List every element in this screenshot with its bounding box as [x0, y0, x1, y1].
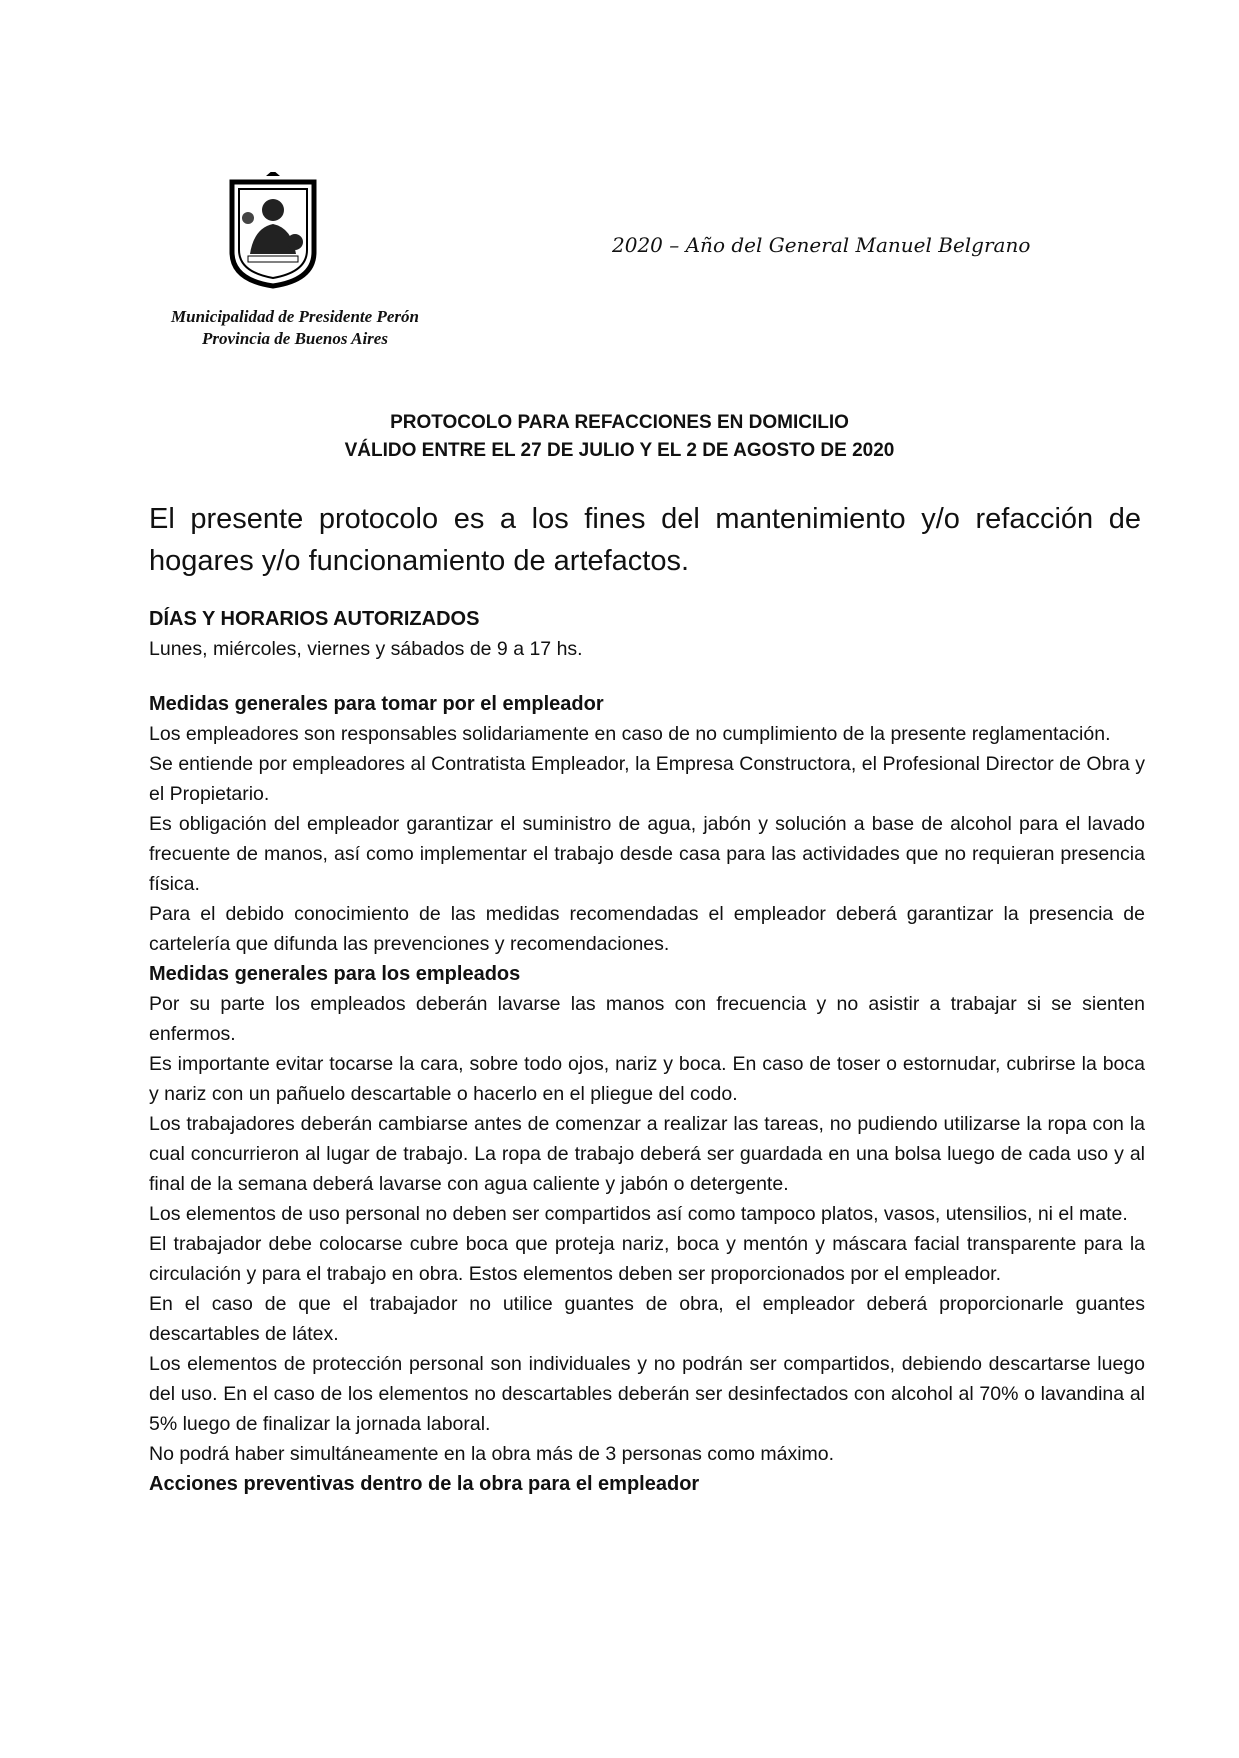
- employees-paragraph: No podrá haber simultáneamente en la obra más de 3 personas como máximo.: [149, 1443, 835, 1465]
- employees-paragraph: Los elementos de uso personal no deben ser compartidos así como tampoco platos, vasos, utensilios, ni el mate.: [149, 1203, 1128, 1225]
- document-body: [149, 604, 1145, 1499]
- employer-paragraph: Para el debido conocimiento de las medidas recomendadas el empleador deberá garantizar la presencia de cartelería que difunda las prevenciones y recomendaciones.: [149, 903, 1145, 955]
- schedule-text: Lunes, miércoles, viernes y sábados de 9 a 17 hs.: [149, 638, 583, 660]
- document-subtitle: VÁLIDO ENTRE EL 27 DE JULIO Y EL 2 DE AGOSTO DE 2020: [344, 440, 895, 461]
- schedule-heading: DÍAS Y HORARIOS AUTORIZADOS: [149, 608, 480, 630]
- employees-paragraph: El trabajador debe colocarse cubre boca que proteja nariz, boca y mentón y máscara facial transparente para la circulación y para el trabajo en obra. Estos elementos deben ser proporcionados por el empleador.: [149, 1233, 1145, 1285]
- employer-paragraph: Se entiende por empleadores al Contratista Empleador, la Empresa Constructora, el Profesional Director de Obra y el Propietario.: [149, 753, 1145, 805]
- employees-paragraph: Es importante evitar tocarse la cara, sobre todo ojos, nariz y boca. En caso de toser o estornudar, cubrirse la boca y nariz con un pañuelo descartable o hacerlo en el pliegue del codo.: [149, 1053, 1145, 1105]
- year-motto: 2020 – Año del General Manuel Belgrano: [612, 233, 1031, 257]
- employees-paragraph: En el caso de que el trabajador no utilice guantes de obra, el empleador deberá proporcionarle guantes descartables de látex.: [149, 1293, 1145, 1345]
- employees-paragraph: Por su parte los empleados deberán lavarse las manos con frecuencia y no asistir a trabajar si se sienten enfermos.: [149, 993, 1145, 1045]
- employer-paragraph: Los empleadores son responsables solidariamente en caso de no cumplimiento de la presente reglamentación.: [149, 723, 1111, 745]
- employees-paragraph: Los trabajadores deberán cambiarse antes de comenzar a realizar las tareas, no pudiendo utilizarse la ropa con la cual concurrieron al lugar de trabajo. La ropa de trabajo deberá ser guardada en una bolsa luego de cada uso y al final de la semana deberá lavarse con agua caliente y jabón o detergente.: [149, 1113, 1145, 1195]
- intro-paragraph: El presente protocolo es a los fines del mantenimiento y/o refacción de hogares y/o funcionamiento de artefactos.: [149, 503, 1141, 577]
- employer-heading: Medidas generales para tomar por el empleador: [149, 693, 604, 715]
- municipality-block: [130, 306, 460, 350]
- employees-heading: Medidas generales para los empleados: [149, 963, 521, 985]
- preventive-heading: Acciones preventivas dentro de la obra para el empleador: [149, 1473, 700, 1495]
- municipality-name: Municipalidad de Presidente Perón: [171, 307, 419, 326]
- municipal-coat-of-arms-icon: [226, 172, 320, 290]
- province-name: Provincia de Buenos Aires: [202, 329, 388, 348]
- employer-paragraph: Es obligación del empleador garantizar el suministro de agua, jabón y solución a base de alcohol para el lavado frecuente de manos, así como implementar el trabajo desde casa para las actividades que no requieran presencia física.: [149, 813, 1145, 895]
- document-title: PROTOCOLO PARA REFACCIONES EN DOMICILIO: [390, 412, 849, 433]
- employees-paragraph: Los elementos de protección personal son individuales y no podrán ser compartidos, debiendo descartarse luego del uso. En el caso de los elementos no descartables deberán ser desinfectados con alcohol al 70% o lavandina al 5% luego de finalizar la jornada laboral.: [149, 1353, 1145, 1435]
